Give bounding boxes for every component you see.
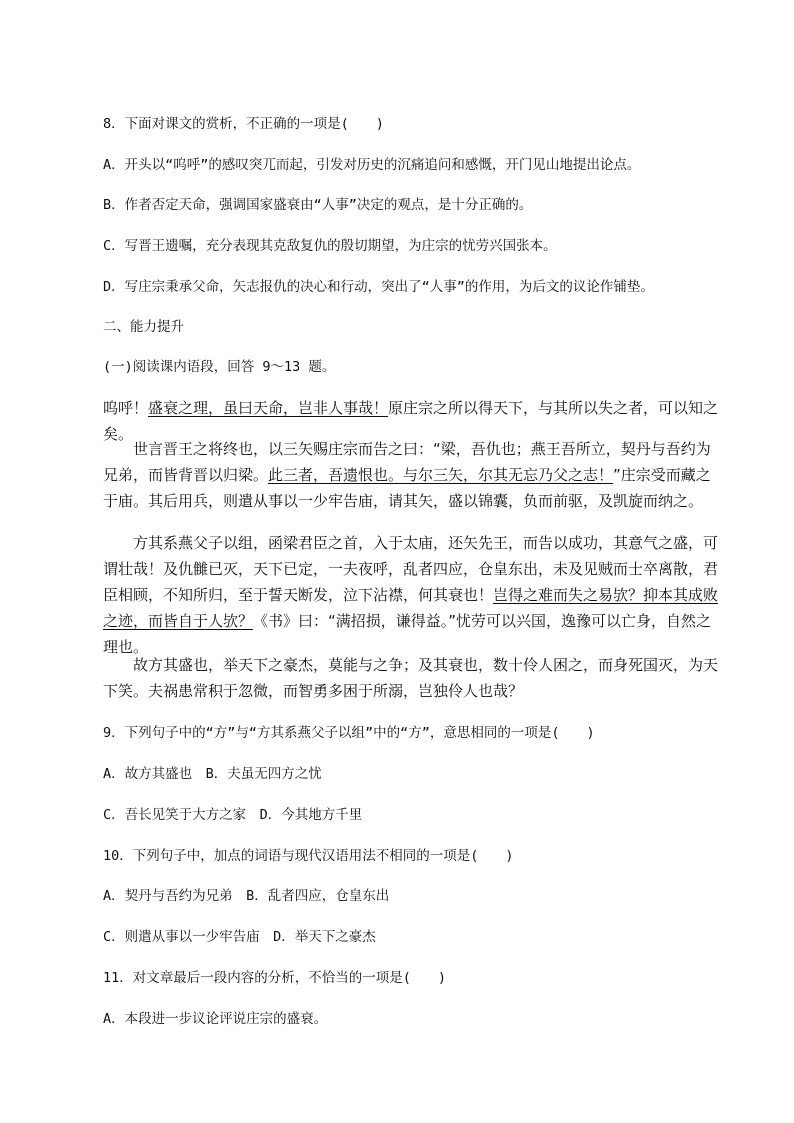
- passage-p2-start: 世言晋王之将终也，以三矢赐庄宗而告之曰：“梁，吾仇也；燕王吾所立，契丹与吾约为兄弟，而皆背晋以归梁。: [103, 440, 711, 484]
- passage-p3-underlined: 岂得之难而失之易欤？抑本其成败之迹，而皆自于人欤？: [103, 586, 719, 630]
- section-title: 二、能力提升: [103, 319, 184, 335]
- passage-paragraph-4: 故方其盛也，举天下之豪杰，莫能与之争；及其衰也，数十伶人困之，而身死国灭，为天下笑。夫祸患常积于忽微，而智勇多困于所溺，岂独伶人也哉？: [103, 656, 719, 700]
- passage-p1-underlined: 盛衰之理，虽曰天命，岂非人事哉！: [148, 399, 389, 417]
- question-10-options-cd: C．则遣从事以一少牢告庙 D．举天下之豪杰: [103, 929, 376, 945]
- question-11-stem: 11．对文章最后一段内容的分析，不恰当的一项是( ): [103, 970, 447, 986]
- question-9-stem: 9．下列句子中的“方”与“方其系燕父子以组”中的“方”，意思相同的一项是( ): [103, 725, 595, 741]
- passage-p3-start: 方其系燕父子以组，函梁君臣之首，入于太庙，还矢先王，而告以成功，其意气之盛，可谓壮哉！及仇雠已灭，天下已定，一夫夜呼，乱者四应，仓皇东出，未及见贼而士卒离散，君臣相顾，不知所归，至于誓天断发，泣下沾襟，何其衰也！: [103, 534, 719, 604]
- passage-p2-end: ”庄宗受而藏之于庙。其后用兵，则遣从事以一少牢告庙，请其矢，盛以锦囊，负而前驱，及凯旋而纳之。: [103, 466, 711, 510]
- question-8-option-a: A．开头以“呜呼”的感叹突兀而起，引发对历史的沉痛追问和感慨，开门见山地提出论点。: [103, 157, 641, 173]
- question-11-option-a: A．本段进一步议论评说庄宗的盛衰。: [103, 1011, 328, 1027]
- question-8-option-c: C．写晋王遗嘱，充分表现其克敌复仇的殷切期望，为庄宗的忧劳兴国张本。: [103, 238, 557, 254]
- question-9-options-cd: C．吾长见笑于大方之家 D．今其地方千里: [103, 807, 363, 823]
- question-8-option-b: B．作者否定天命，强调国家盛衰由“人事”决定的观点，是十分正确的。: [103, 197, 533, 213]
- passage-paragraph-3: [103, 530, 723, 660]
- passage-p1-end: 原庄宗之所以得天下，与其所以失之者，可以知之矣。: [103, 399, 719, 443]
- reading-intro: (一)阅读课内语段，回答 9～13 题。: [103, 359, 336, 375]
- question-8-option-d: D．写庄宗秉承父命，矢志报仇的决心和行动，突出了“人事”的作用，为后文的议论作铺垫。: [103, 279, 654, 295]
- passage-p3-end: 《书》曰：“满招损，谦得益。”忧劳可以兴国，逸豫可以亡身，自然之理也。: [103, 612, 712, 656]
- question-10-stem: 10．下列句子中，加点的词语与现代汉语用法不相同的一项是( ): [103, 848, 514, 864]
- passage-p1-start: 呜呼！: [103, 399, 149, 417]
- question-8-stem: 8．下面对课文的赏析，不正确的一项是( ): [103, 116, 384, 132]
- passage-p2-underlined: 此三者，吾遗恨也。与尔三矢，尔其无忘乃父之志！: [268, 466, 614, 484]
- passage-paragraph-2: [103, 436, 723, 514]
- question-10-options-ab: A．契丹与吾约为兄弟 B．乱者四应，仓皇东出: [103, 888, 390, 904]
- question-9-options-ab: A．故方其盛也 B．夫虽无四方之忧: [103, 766, 322, 782]
